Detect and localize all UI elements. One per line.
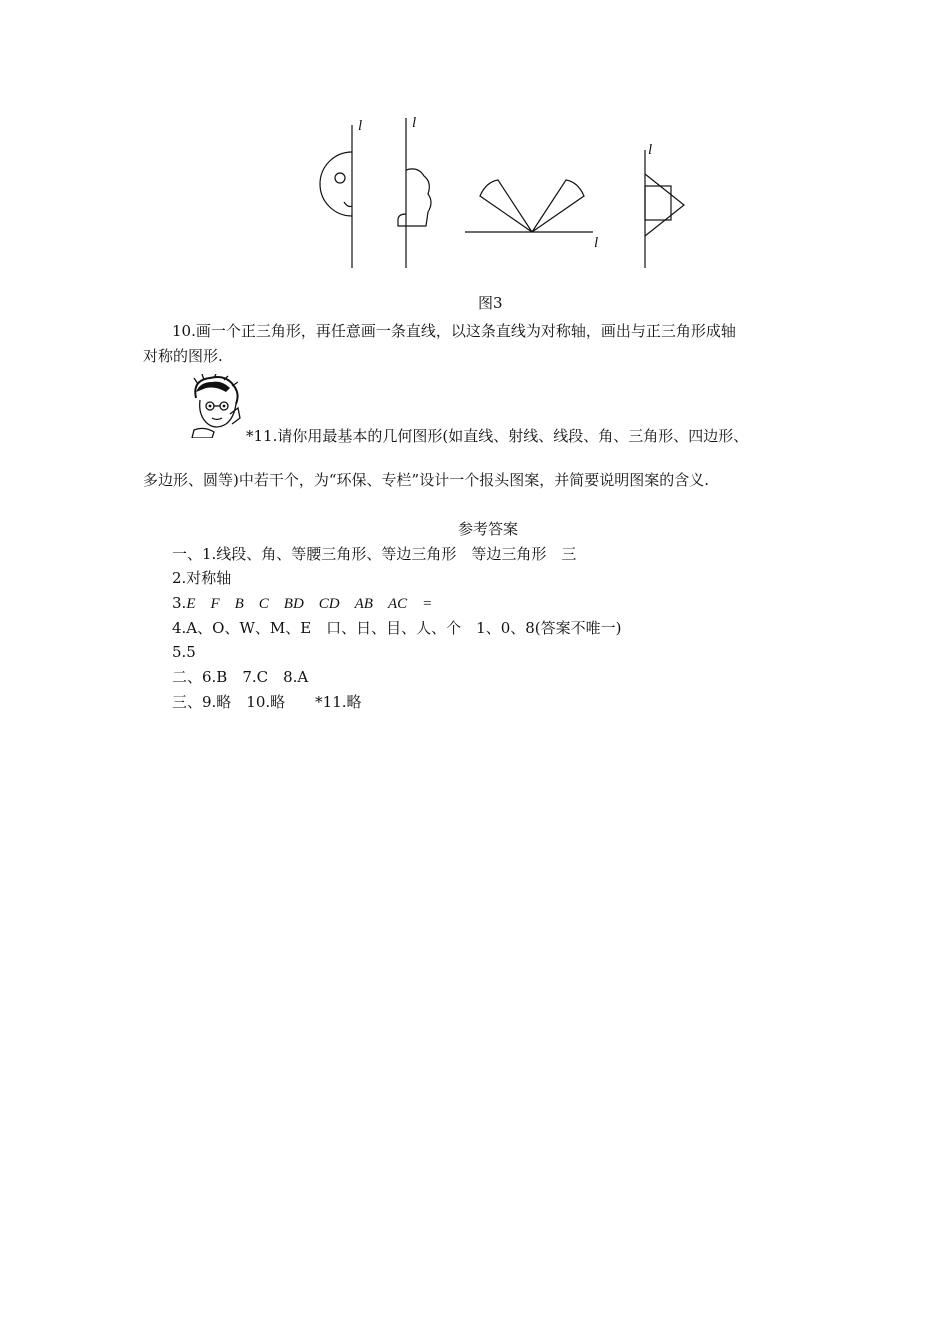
answer-6-8: 二、6.B 7.C 8.A — [172, 668, 309, 686]
answer-1: 一、1.线段、角、等腰三角形、等边三角形 等边三角形 三 — [172, 545, 577, 563]
question-11-line-1: *11.请你用最基本的几何图形(如直线、射线、线段、角、三角形、四边形、 — [246, 427, 749, 445]
half-face-eye — [335, 173, 345, 183]
symmetry-figure — [300, 110, 720, 280]
head-profile-ear — [398, 214, 406, 226]
answer-4: 4.A、O、W、M、E 口、日、目、人、个 1、0、8(答案不唯一) — [172, 619, 622, 637]
axis-label-4: l — [648, 142, 653, 158]
question-10-line-2: 对称的图形. — [143, 347, 223, 365]
half-face-outline — [320, 152, 352, 216]
half-face-mouth — [344, 202, 352, 207]
axis-label-2: l — [412, 115, 417, 131]
question-10-line-1: 10.画一个正三角形，再任意画一条直线，以这条直线为对称轴，画出与正三角形成轴 — [172, 322, 736, 340]
axis-label-1: l — [358, 118, 363, 134]
half-triangle — [645, 174, 684, 236]
figure-caption: 图3 — [478, 294, 503, 312]
cartoon-boy-svg — [186, 374, 244, 438]
answer-2: 2.对称轴 — [172, 569, 232, 587]
fan-right — [532, 180, 584, 232]
answer-3 — [172, 593, 432, 614]
answer-9-11: 三、9.略 10.略 *11.略 — [172, 693, 362, 711]
answer-5: 5.5 — [172, 643, 196, 661]
answer-3-prefix: 3. — [172, 594, 187, 612]
answer-3-items: E F B C BD CD AB AC = — [186, 596, 433, 612]
question-11-line-2: 多边形、圆等)中若干个，为“环保、专栏”设计一个报头图案，并简要说明图案的含义. — [143, 471, 709, 489]
symmetry-figure-svg — [300, 110, 720, 280]
fan-left — [480, 180, 532, 232]
cartoon-boy-icon — [186, 374, 244, 438]
head-profile-outline — [406, 169, 431, 226]
axis-label-3: l — [594, 235, 599, 251]
answers-title: 参考答案 — [458, 520, 519, 538]
